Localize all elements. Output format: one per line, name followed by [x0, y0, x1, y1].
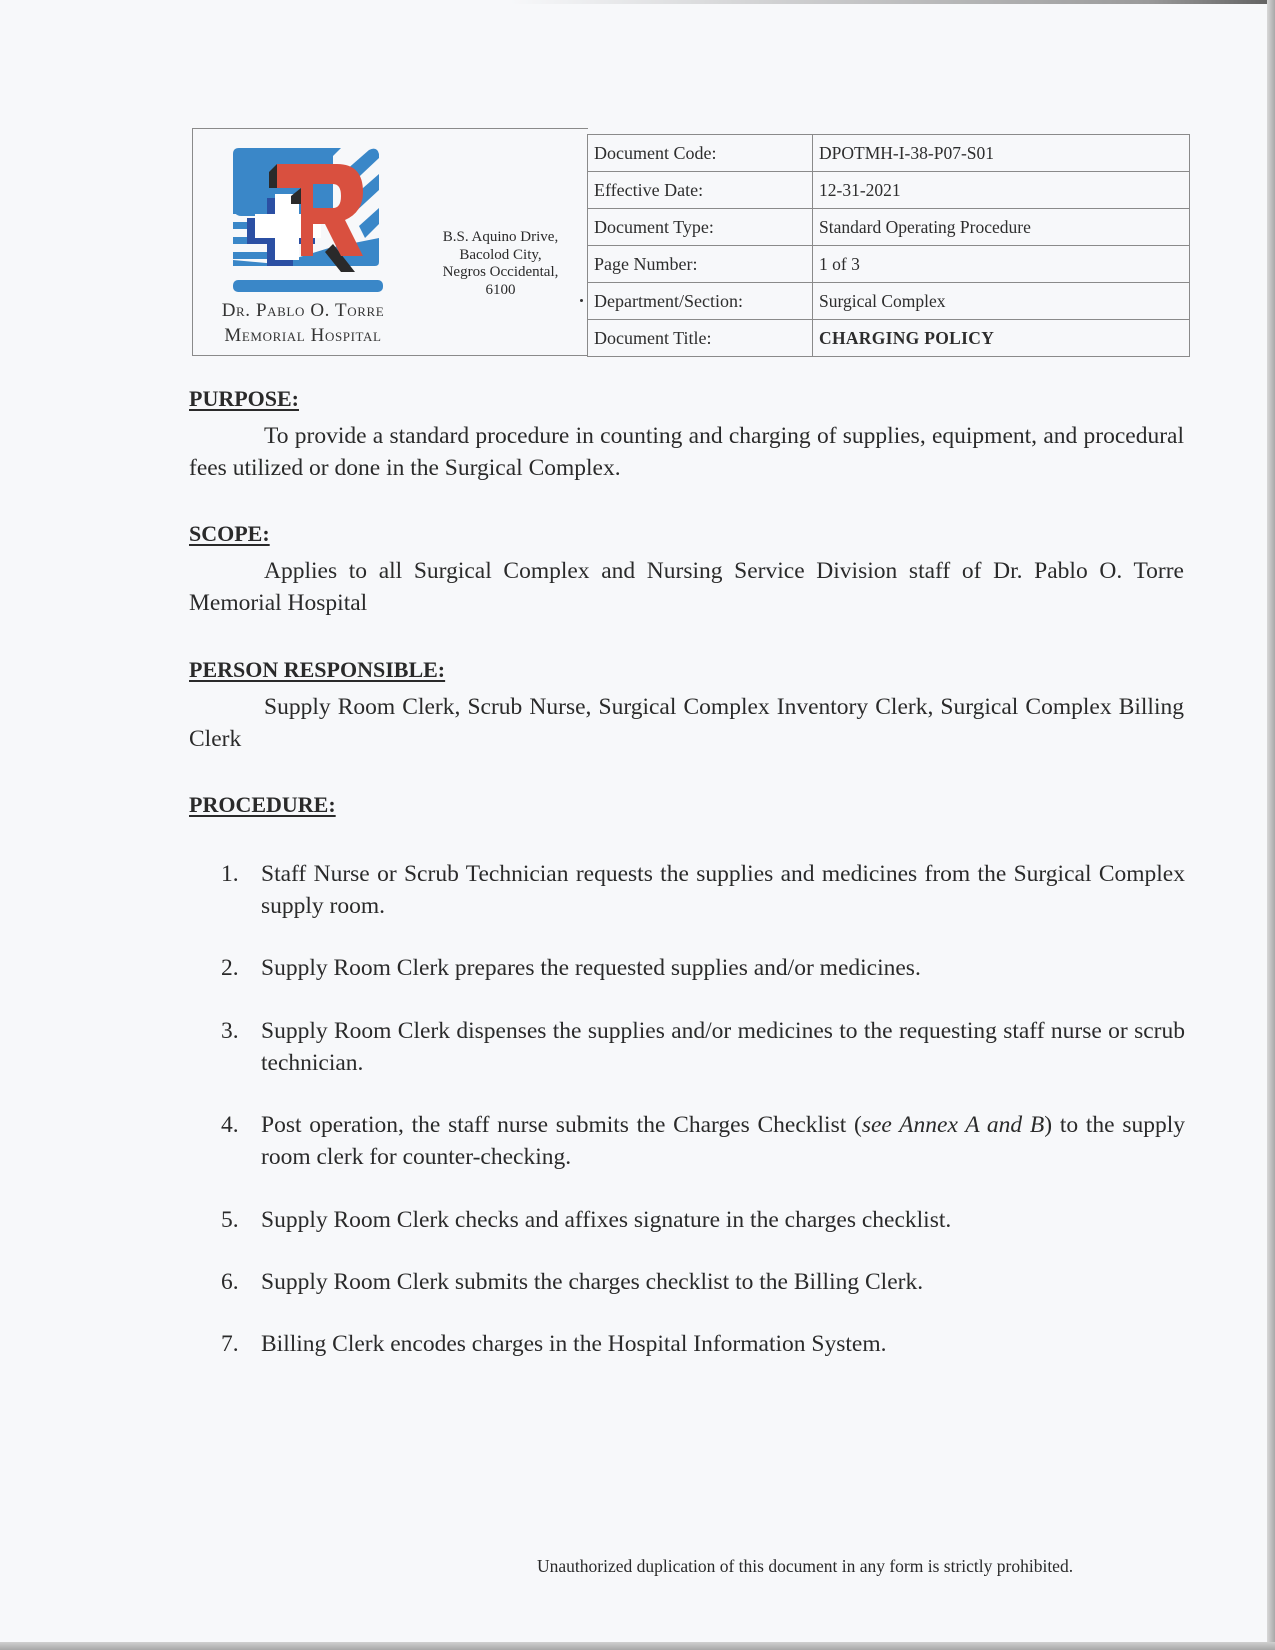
procedure-step [215, 1328, 1185, 1360]
address-line: B.S. Aquino Drive, [442, 229, 559, 245]
hospital-name-line1: Dr. Pablo O. Torre [221, 300, 385, 321]
procedure-heading: PROCEDURE: [189, 792, 336, 817]
step-number: 6. [221, 1269, 239, 1295]
procedure-step [215, 1109, 1185, 1173]
meta-label: Document Code: [588, 135, 813, 172]
document-meta-table [587, 134, 1190, 357]
step-text [261, 1112, 1185, 1170]
step-number: 1. [221, 861, 239, 887]
meta-row-document-type [588, 209, 1190, 246]
meta-label: Effective Date: [588, 172, 813, 209]
person-responsible-text: Supply Room Clerk, Scrub Nurse, Surgical Complex Inventory Clerk, Surgical Complex Billing Clerk [189, 694, 1184, 752]
procedure-step [215, 952, 1185, 984]
step-text-before: Post operation, the staff nurse submits the Charges Checklist ( [261, 1112, 862, 1138]
meta-value-page-number: 1 of 3 [813, 246, 1190, 283]
procedure-step [215, 1015, 1185, 1079]
meta-row-document-title [588, 320, 1190, 357]
scope-heading: SCOPE: [189, 521, 270, 546]
meta-value-document-code: DPOTMH-I-38-P07-S01 [813, 135, 1190, 172]
step-text: Billing Clerk encodes charges in the Hospital Information System. [261, 1331, 887, 1357]
scan-edge-right [1267, 0, 1275, 1650]
scan-edge-bottom [0, 1642, 1275, 1650]
meta-value-document-type: Standard Operating Procedure [813, 209, 1190, 246]
meta-value-department: Surgical Complex [813, 283, 1190, 320]
meta-row-effective-date [588, 172, 1190, 209]
annex-reference: see Annex A and B [861, 1112, 1045, 1138]
step-number: 4. [221, 1112, 239, 1138]
procedure-step [215, 858, 1185, 922]
step-number: 2. [221, 955, 239, 981]
procedure-step [215, 1266, 1185, 1298]
stray-dot [580, 299, 583, 302]
hospital-name [192, 298, 414, 348]
hospital-logo-icon [229, 144, 383, 296]
meta-label: Document Type: [588, 209, 813, 246]
step-text-after: ) to the supply room clerk for counter-checking. [261, 1112, 1185, 1170]
footer-notice: Unauthorized duplication of this document in any form is strictly prohibited. [537, 1556, 1074, 1576]
hospital-address [418, 229, 583, 299]
step-text: Supply Room Clerk checks and affixes signature in the charges checklist. [261, 1207, 952, 1233]
hospital-name-line2: Memorial Hospital [224, 325, 382, 346]
step-text: Staff Nurse or Scrub Technician requests the supplies and medicines from the Surgical Complex supply room. [261, 861, 1185, 919]
meta-value-document-title: CHARGING POLICY [813, 320, 1190, 357]
meta-row-document-code [588, 135, 1190, 172]
procedure-list [215, 858, 1185, 1360]
person-responsible-heading: PERSON RESPONSIBLE: [189, 657, 446, 682]
meta-row-page-number [588, 246, 1190, 283]
meta-label: Department/Section: [588, 283, 813, 320]
purpose-text: To provide a standard procedure in counting and charging of supplies, equipment, and procedural fees utilized or done in the Surgical Complex. [189, 423, 1184, 481]
step-number: 7. [221, 1331, 239, 1357]
step-text: Supply Room Clerk submits the charges checklist to the Billing Clerk. [261, 1269, 924, 1295]
address-line: Bacolod City, [459, 246, 542, 263]
purpose-heading: PURPOSE: [189, 386, 299, 411]
step-number: 3. [221, 1018, 239, 1044]
scope-text: Applies to all Surgical Complex and Nursing Service Division staff of Dr. Pablo O. Torre Memorial Hospital [189, 558, 1184, 616]
meta-label: Document Title: [588, 320, 813, 357]
scan-edge-top [0, 0, 1275, 4]
meta-row-department [588, 283, 1190, 320]
meta-label: Page Number: [588, 246, 813, 283]
step-text: Supply Room Clerk dispenses the supplies and/or medicines to the requesting staff nurse or scrub technician. [261, 1018, 1185, 1076]
address-line: 6100 [485, 281, 516, 298]
step-text: Supply Room Clerk prepares the requested supplies and/or medicines. [261, 955, 921, 981]
meta-value-effective-date: 12-31-2021 [813, 172, 1190, 209]
procedure-step [215, 1204, 1185, 1236]
step-number: 5. [221, 1207, 239, 1233]
address-line: Negros Occidental, [442, 264, 559, 280]
